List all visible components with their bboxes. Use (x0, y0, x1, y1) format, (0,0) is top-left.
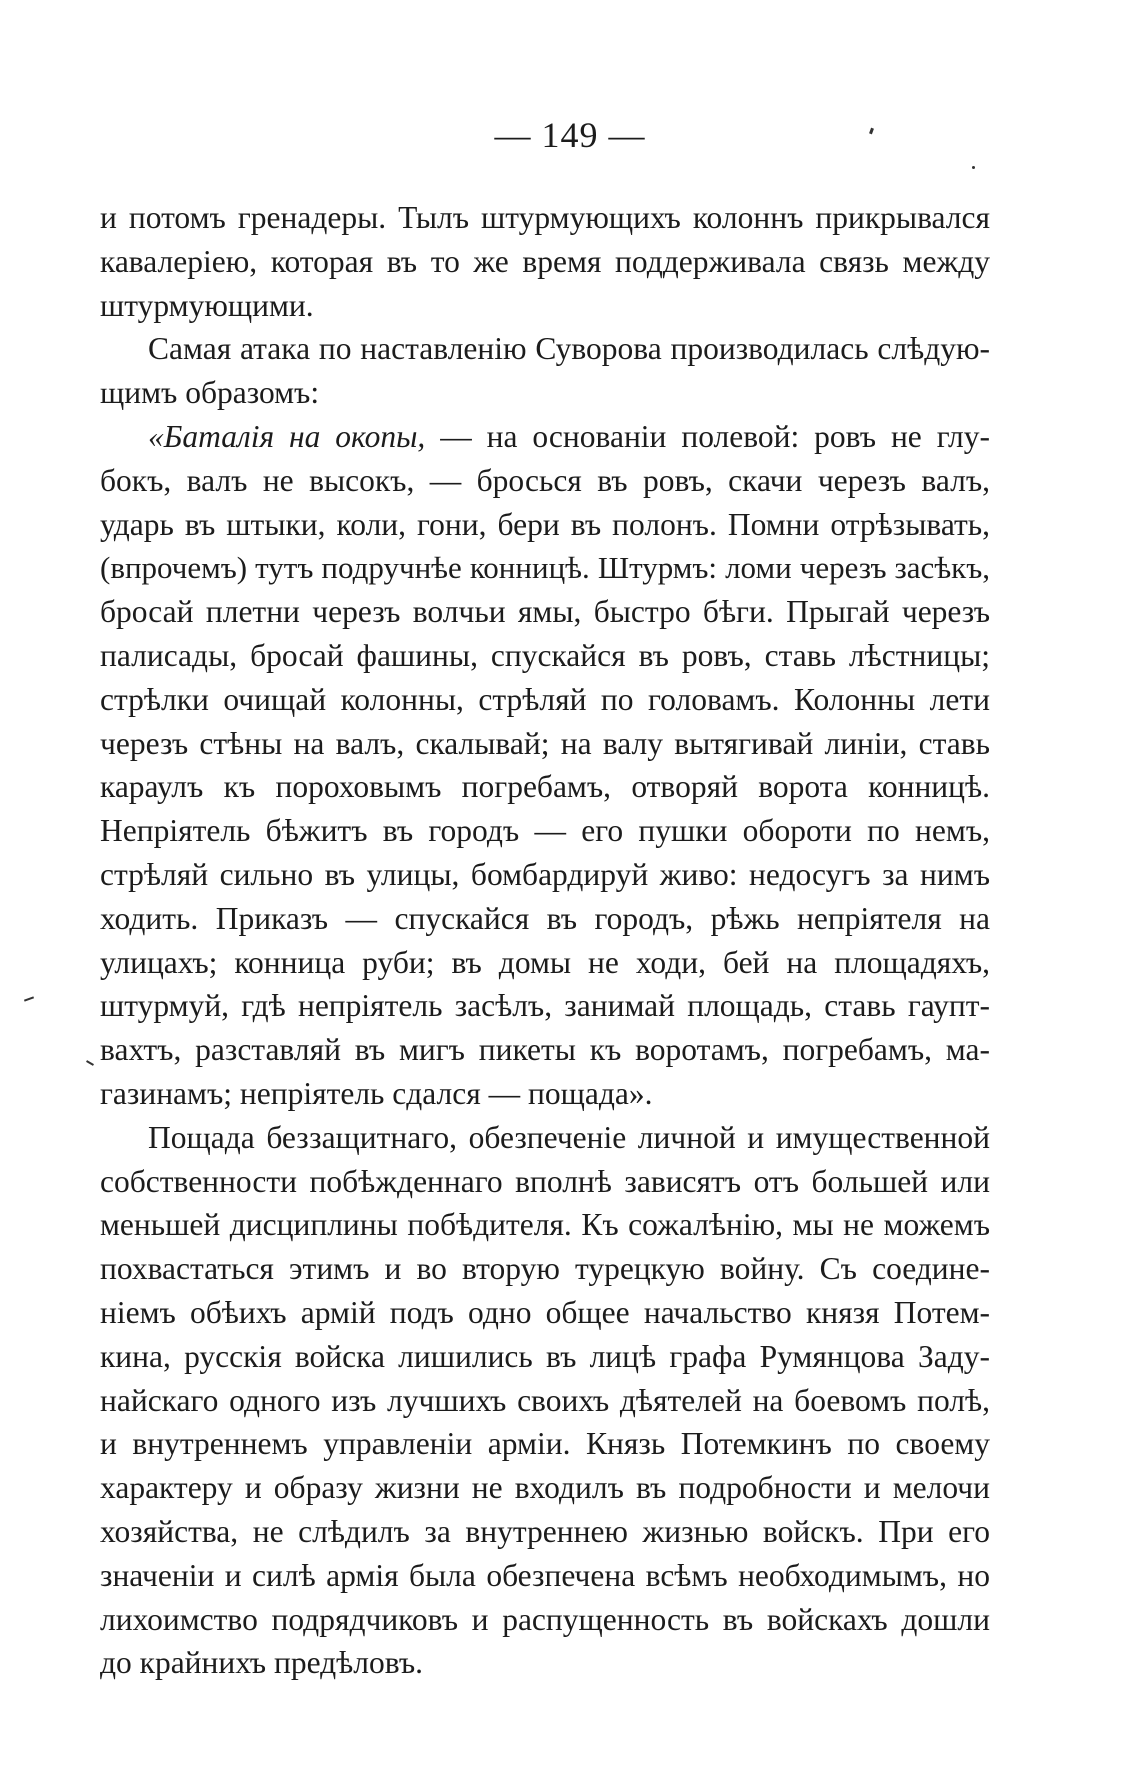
text-line: стрѣлки очищай колонны, стрѣляй по головамъ. Колонны лети (100, 681, 990, 717)
text-line: улицахъ; конница руби; въ домы не ходи, бей на площадяхъ, (100, 944, 990, 980)
text-line: Непріятель бѣжитъ въ городъ — его пушки обороти по немъ, (100, 813, 990, 849)
text-line: штурмующими. (100, 287, 314, 323)
text-line: характеру и образу жизни не входилъ въ подробности и мелочи (100, 1470, 990, 1506)
text-line: найскаго одного изъ лучшихъ своихъ дѣятелей на боевомъ полѣ, (100, 1382, 990, 1418)
text-line: бросай плетни черезъ волчьи ямы, быстро бѣги. Прыгай черезъ (100, 594, 990, 630)
body-text (100, 196, 990, 1685)
text-line: до крайнихъ предѣловъ. (100, 1645, 423, 1681)
text-line: ходить. Приказъ — спускайся въ городъ, рѣжь непріятеля на (100, 900, 990, 936)
text-line: (впрочемъ) тутъ подручнѣе конницѣ. Штурмъ: ломи черезъ засѣкъ, (100, 550, 990, 586)
text-line: черезъ стѣны на валъ, скалывай; на валу вытягивай линіи, ставь (100, 725, 990, 761)
text-line: штурмуй, гдѣ непріятель засѣлъ, занимай площадь, ставь гаупт- (100, 988, 990, 1024)
text-line: вахтъ, разставляй въ мигъ пикеты къ воротамъ, погребамъ, ма- (100, 1032, 990, 1068)
text-line: палисады, бросай фашины, спускайся въ ровъ, ставь лѣстницы; (100, 637, 990, 673)
scan-speck (972, 166, 975, 169)
text-line: и потомъ гренадеры. Тылъ штурмующихъ колоннъ прикрывался (100, 200, 990, 235)
text-line: меньшей дисциплины побѣдителя. Къ сожалѣнію, мы не можемъ (100, 1207, 990, 1243)
text-line: караулъ къ пороховымъ погребамъ, отворяй ворота конницѣ. (100, 769, 990, 805)
page-number: — 149 — (494, 115, 646, 155)
text-line: щимъ образомъ: (100, 375, 320, 411)
text-line: стрѣляй сильно въ улицы, бомбардируй живо: недосугъ за нимъ (100, 856, 990, 892)
text-line: газинамъ; непріятель сдался — пощада». (100, 1075, 653, 1111)
text-line: кина, русскія войска лишились въ лицѣ графа Румянцова Заду- (100, 1338, 990, 1374)
text-line: Пощада беззащитнаго, обезпеченіе личной и имущественной (148, 1119, 990, 1155)
text-line: кавалеріею, которая въ то же время поддерживала связь между (100, 243, 990, 279)
text-line: лихоимство подрядчиковъ и распущенность въ войскахъ дошли (100, 1601, 990, 1637)
text-line: Самая атака по наставленію Суворова производилась слѣдую- (148, 331, 990, 367)
quote-italic-lead: «Баталія на окопы, (148, 418, 426, 454)
quote-first-line-rest: — на основаніи полевой: ровъ не глу- (425, 418, 990, 454)
text-line: ударь въ штыки, коли, гони, бери въ полонъ. Помни отрѣзывать, (100, 506, 990, 542)
text-line: ніемъ обѣихъ армій подъ одно общее начальство князя Потем- (100, 1294, 990, 1330)
text-line: бокъ, валъ не высокъ, — бросься въ ровъ, скачи черезъ валъ, (100, 462, 990, 498)
quote-first-line (100, 415, 990, 459)
scan-speck (24, 996, 34, 1001)
scan-speck (86, 1060, 94, 1066)
text-line: собственности побѣжденнаго вполнѣ зависятъ отъ большей или (100, 1163, 990, 1199)
text-line: и внутреннемъ управленіи арміи. Князь Потемкинъ по своему (100, 1426, 990, 1462)
text-line: похвастаться этимъ и во вторую турецкую войну. Съ соедине- (100, 1251, 990, 1287)
text-line: значеніи и силѣ армія была обезпечена всѣмъ необходимымъ, но (100, 1557, 990, 1593)
text-line: хозяйства, не слѣдилъ за внутреннею жизнью войскъ. При его (100, 1513, 990, 1549)
